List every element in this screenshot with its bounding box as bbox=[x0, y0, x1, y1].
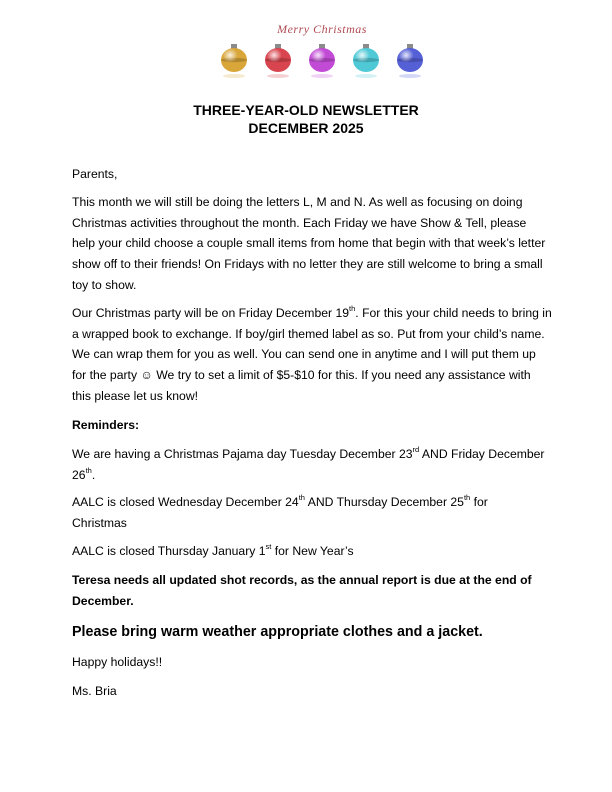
closing-text: Happy holidays!! bbox=[72, 655, 163, 669]
reminders-heading: Reminders: bbox=[72, 418, 140, 432]
cyan-ornament-icon bbox=[353, 44, 379, 78]
greeting: Parents, bbox=[72, 167, 118, 181]
banner-text: Merry Christmas bbox=[277, 22, 367, 36]
reminder-closure-part1: AALC is closed Wednesday December 24 bbox=[72, 495, 299, 509]
reminder-closure-part2: AND Thursday December 25 bbox=[304, 495, 464, 509]
signature: Ms. Bria bbox=[72, 684, 117, 698]
paragraph-intro bbox=[72, 192, 552, 296]
blue-ornament-icon bbox=[397, 44, 423, 78]
party-date-suffix: th bbox=[349, 303, 356, 313]
reminder-newyear-part1: AALC is closed Thursday January 1 bbox=[72, 544, 266, 558]
reminder-pajama-day bbox=[72, 444, 552, 485]
reminder-pajama-part3: . bbox=[91, 467, 96, 482]
reminder-new-year-closure bbox=[72, 541, 552, 562]
reminder-pajama-part2: AND Friday December 26 bbox=[72, 447, 545, 482]
newsletter-title: THREE-YEAR-OLD NEWSLETTER bbox=[193, 102, 419, 118]
reminder-pajama-sup1: rd bbox=[412, 444, 420, 454]
reminder-closure-sup1: th bbox=[298, 492, 305, 502]
newsletter-date: DECEMBER 2025 bbox=[248, 120, 364, 136]
paragraph-party bbox=[72, 303, 552, 407]
party-text-start: Our Christmas party will be on Friday December 19 bbox=[72, 306, 350, 320]
holiday-banner bbox=[212, 20, 432, 80]
reminder-pajama-part1: We are having a Christmas Pajama day Tuesday December 23 bbox=[72, 447, 413, 461]
reminder-warm-clothes: Please bring warm weather appropriate clothes and a jacket. bbox=[72, 624, 483, 640]
reminder-pajama-sup2: th bbox=[85, 465, 92, 475]
reminder-shot-records: Teresa needs all updated shot records, as the annual report is due at the end of December. bbox=[72, 573, 532, 608]
party-text-rest: . For this your child needs to bring in a wrapped book to exchange. If boy/girl themed label as so. Put from your child’s name. We can wrap them for you as well. You can send one in anytime and I will put them up for the party ☺ We try to set a limit of $5-$10 for this. If you need any assistance with this please let us know! bbox=[72, 306, 552, 403]
reminder-closure-sup2: th bbox=[463, 492, 471, 502]
magenta-ornament-icon bbox=[309, 44, 335, 78]
reminder-christmas-closure bbox=[72, 492, 492, 533]
reminder-closure-part3: for Christmas bbox=[72, 495, 488, 530]
paragraph-intro-text: This month we will still be doing the letters L, M and N. As well as focusing on doing Christmas activities throughout the month. Each Friday we have Show & Tell, please help your child choose a couple small items from home that begin with that week’s letter show off to their friends! On Fridays with no letter they are still welcome to bring a small toy to show. bbox=[72, 195, 546, 292]
gold-ornament-icon bbox=[221, 44, 247, 78]
ornaments-row bbox=[212, 42, 432, 82]
reminder-newyear-part2: for New Year’s bbox=[271, 544, 354, 558]
red-ornament-icon bbox=[265, 44, 291, 78]
reminder-newyear-sup1: st bbox=[265, 541, 272, 551]
